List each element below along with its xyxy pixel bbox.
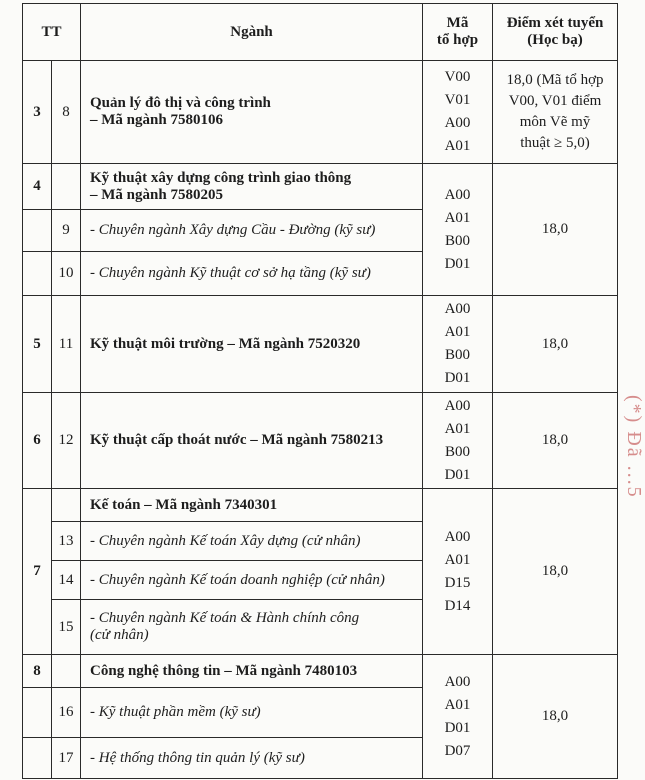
header-tt: TT (23, 4, 81, 61)
specialization-line: - Chuyên ngành Kế toán & Hành chính công (90, 610, 360, 626)
row-stt: 13 (52, 522, 81, 561)
row-tt-empty (23, 738, 52, 779)
combo-code: D01 (444, 370, 471, 386)
combo-code: D01 (444, 466, 471, 483)
header-row (23, 4, 618, 61)
row-tt: 6 (23, 393, 52, 489)
combo-codes (423, 164, 493, 296)
table-row-8 (23, 655, 618, 688)
combo-code: D14 (444, 597, 471, 614)
major-name: Công nghệ thông tin – Mã ngành 7480103 (81, 655, 423, 688)
combo-code: A01 (444, 551, 471, 568)
row-tt: 4 (23, 164, 52, 210)
specialization-label (81, 600, 423, 655)
major-title: Kỹ thuật xây dựng công trình giao thông (90, 169, 352, 186)
row-tt: 8 (23, 655, 52, 688)
row-stt: 9 (52, 210, 81, 252)
combo-code: A00 (444, 673, 471, 690)
header-diem-line2: (Học bạ) (527, 32, 583, 48)
combo-code: A00 (444, 528, 471, 545)
row-stt: 12 (52, 393, 81, 489)
combo-codes (423, 61, 493, 164)
table-row-4 (23, 164, 618, 210)
header-diem (493, 4, 618, 61)
combo-code: A00 (444, 186, 471, 203)
score-cell (493, 61, 618, 164)
combo-code: A01 (444, 420, 471, 437)
score-cell: 18,0 (493, 296, 618, 393)
table-row-7 (23, 489, 618, 522)
major-title: Quản lý đô thị và công trình (90, 95, 271, 111)
combo-codes (423, 655, 493, 779)
combo-code: A01 (444, 209, 471, 226)
row-stt: 8 (52, 61, 81, 164)
specialization-label: - Chuyên ngành Xây dựng Cầu - Đường (kỹ sư) (81, 210, 423, 252)
specialization-label: - Chuyên ngành Kỹ thuật cơ sở hạ tầng (kỹ sư) (81, 252, 423, 296)
row-stt-empty (52, 164, 81, 210)
major-name: Kế toán – Mã ngành 7340301 (81, 489, 423, 522)
row-stt-empty (52, 489, 81, 522)
score-cell: 18,0 (493, 655, 618, 779)
combo-code: V01 (444, 92, 471, 108)
combo-code: D15 (444, 574, 471, 591)
combo-code: A00 (444, 397, 471, 414)
header-diem-line1: Điểm xét tuyển (506, 15, 604, 31)
specialization-label: - Chuyên ngành Kế toán doanh nghiệp (cử nhân) (81, 561, 423, 600)
major-name (81, 164, 423, 210)
table-row-6 (23, 393, 618, 489)
row-stt: 15 (52, 600, 81, 655)
header-nganh: Ngành (81, 4, 423, 61)
specialization-label: - Kỹ thuật phần mềm (kỹ sư) (81, 688, 423, 738)
row-tt-empty (23, 252, 52, 296)
admission-table (22, 3, 618, 779)
red-stamp-mark: (*) Đã ...5 (623, 395, 645, 499)
combo-code: D01 (444, 719, 471, 736)
major-name: Kỹ thuật môi trường – Mã ngành 7520320 (81, 296, 423, 393)
specialization-label: - Chuyên ngành Kế toán Xây dựng (cử nhân) (81, 522, 423, 561)
combo-code: A01 (444, 696, 471, 713)
header-ma-line2: tổ hợp (436, 32, 479, 48)
combo-code: A01 (444, 138, 471, 154)
row-stt: 17 (52, 738, 81, 779)
table-row-3 (23, 61, 618, 164)
row-stt: 10 (52, 252, 81, 296)
combo-codes (423, 393, 493, 489)
row-stt-empty (52, 655, 81, 688)
score-line: 18,0 (Mã tổ hợp (506, 72, 604, 88)
row-tt-empty (23, 688, 52, 738)
combo-codes (423, 296, 493, 393)
row-tt: 3 (23, 61, 52, 164)
combo-code: B00 (445, 232, 471, 249)
row-tt: 5 (23, 296, 52, 393)
major-name: Kỹ thuật cấp thoát nước – Mã ngành 7580213 (81, 393, 423, 489)
row-tt-empty (23, 210, 52, 252)
combo-code: A00 (444, 301, 471, 317)
combo-codes (423, 489, 493, 655)
combo-code: D07 (444, 742, 471, 759)
major-code: – Mã ngành 7580205 (90, 186, 223, 203)
score-cell: 18,0 (493, 489, 618, 655)
specialization-label: - Hệ thống thông tin quản lý (kỹ sư) (81, 738, 423, 779)
header-ma-line1: Mã (446, 15, 469, 31)
combo-code: A01 (444, 324, 471, 340)
row-stt: 14 (52, 561, 81, 600)
combo-code: A00 (444, 115, 471, 131)
row-tt: 7 (23, 489, 52, 655)
major-name (81, 61, 423, 164)
row-stt: 16 (52, 688, 81, 738)
score-line: V00, V01 điểm (508, 93, 602, 109)
score-cell: 18,0 (493, 164, 618, 296)
score-line: môn Vẽ mỹ (519, 114, 591, 130)
combo-code: V00 (444, 69, 471, 85)
score-cell: 18,0 (493, 393, 618, 489)
combo-code: D01 (444, 255, 471, 272)
row-stt: 11 (52, 296, 81, 393)
table-row-5 (23, 296, 618, 393)
combo-code: B00 (445, 347, 471, 363)
header-ma-to-hop (423, 4, 493, 61)
specialization-line: (cử nhân) (90, 627, 149, 643)
score-line: thuật ≥ 5,0) (520, 135, 590, 151)
combo-code: B00 (445, 443, 471, 460)
major-code: – Mã ngành 7580106 (90, 112, 223, 128)
